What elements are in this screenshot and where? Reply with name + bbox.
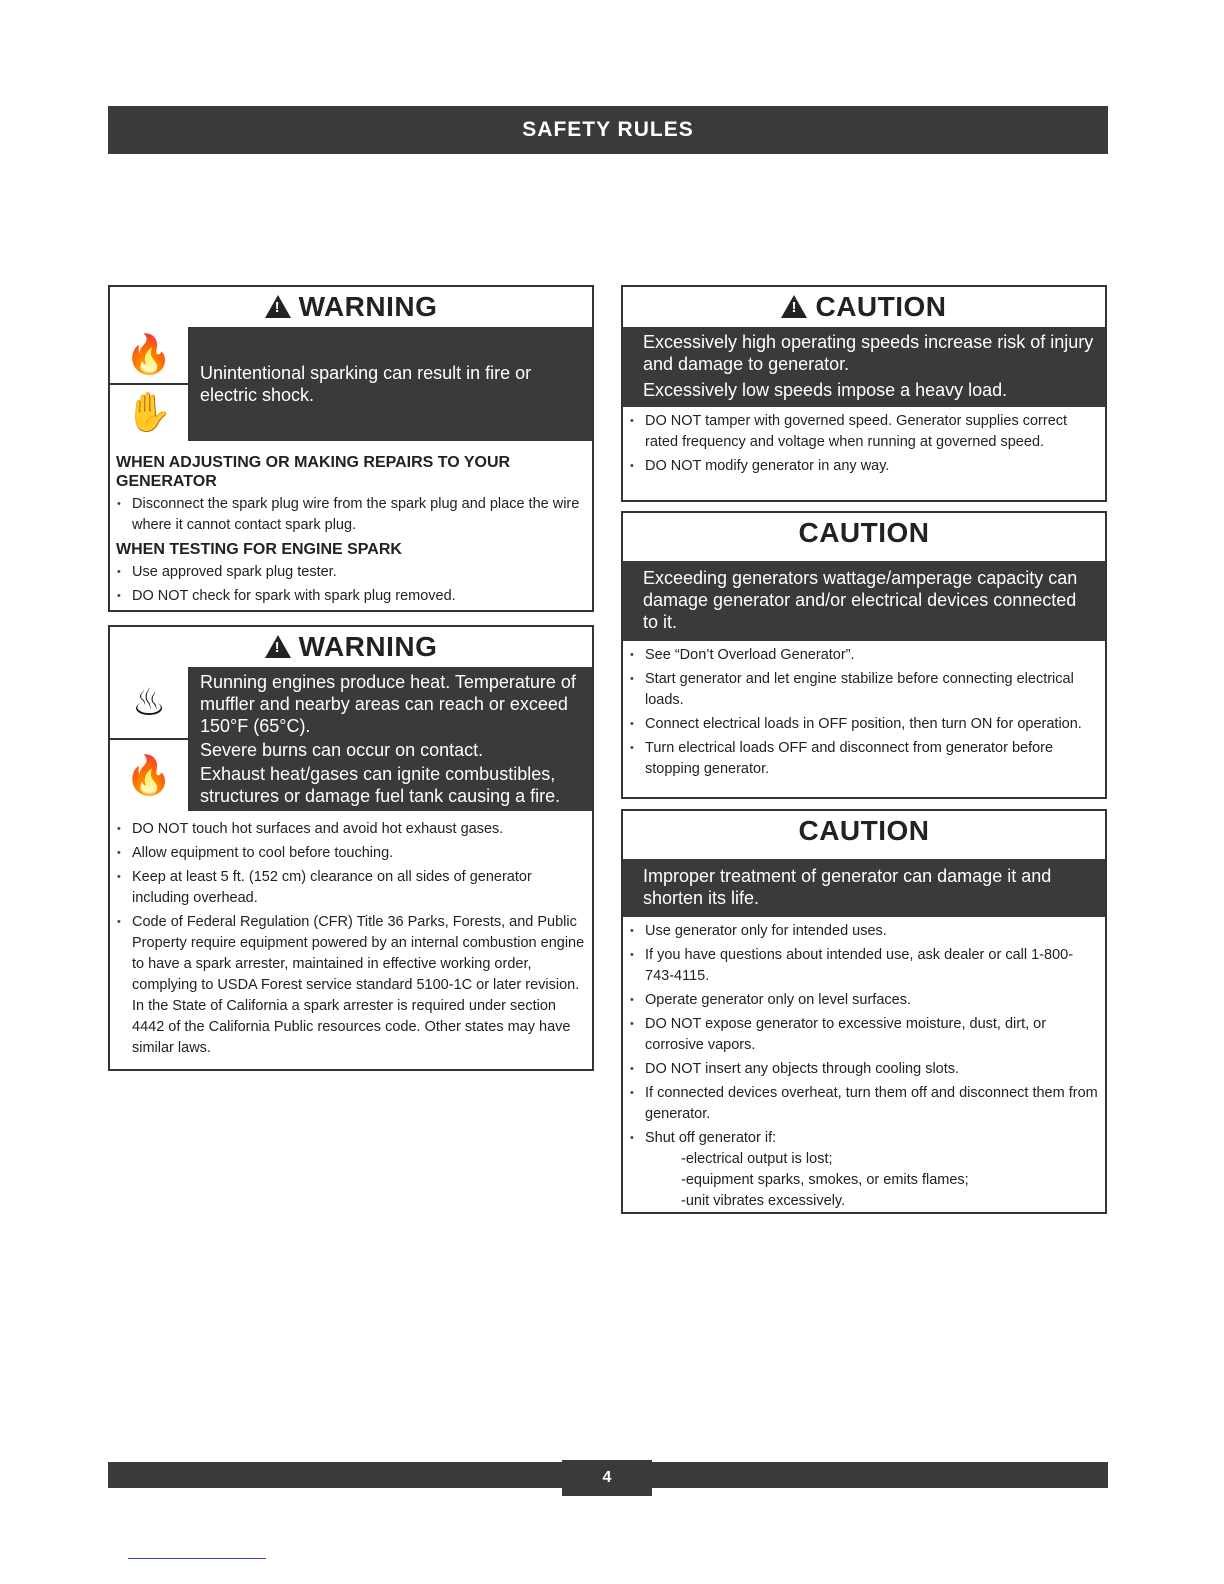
list-item: • Start generator and let engine stabilize before connecting electrical loads.	[645, 669, 1099, 711]
list-item: • DO NOT modify generator in any way.	[645, 456, 1099, 477]
sub-item: -electrical output is lost;	[681, 1151, 833, 1167]
hazard-text: Severe burns can occur on contact.	[200, 740, 484, 760]
caution-title: CAUTION	[798, 815, 930, 846]
list-item: • DO NOT tamper with governed speed. Generator supplies correct rated frequency and voltage when running at governed speed.	[645, 411, 1099, 453]
hazard-panel	[110, 327, 592, 441]
warning-title: !WARNING	[110, 627, 592, 667]
list-repairs	[110, 494, 592, 536]
warning-title: !WARNING	[110, 287, 592, 327]
list-item: • Use generator only for intended uses.	[645, 921, 1099, 942]
hazard-panel	[623, 561, 1105, 641]
list-heat	[110, 819, 592, 1059]
list-speed	[623, 411, 1105, 477]
fire-icon: 🔥	[110, 327, 190, 385]
divider	[128, 1558, 266, 1559]
list-item: • Operate generator only on level surfaces.	[645, 990, 1099, 1011]
section-banner	[108, 106, 1108, 154]
list-item: • DO NOT touch hot surfaces and avoid hot exhaust gases.	[132, 819, 586, 840]
hazard-icons	[110, 327, 190, 441]
sub-item: -unit vibrates excessively.	[681, 1193, 846, 1209]
section-heading-spark-test: WHEN TESTING FOR ENGINE SPARK	[116, 541, 402, 558]
list-treatment	[623, 921, 1105, 1212]
list-item: • Shut off generator if: -electrical output is lost; -equipment sparks, smokes, or emits flames; -unit vibrates excessively.	[645, 1128, 1099, 1212]
list-item: • DO NOT insert any objects through cooling slots.	[645, 1059, 1099, 1080]
hazard-text: Excessively low speeds impose a heavy load.	[643, 380, 1008, 400]
caution-title: !CAUTION	[623, 287, 1105, 327]
list-item: • DO NOT check for spark with spark plug removed.	[132, 586, 586, 607]
sub-item: -equipment sparks, smokes, or emits flames;	[681, 1172, 969, 1188]
list-item: • Connect electrical loads in OFF position, then turn ON for operation.	[645, 714, 1099, 735]
fire-icon: 🔥	[110, 740, 190, 811]
warning-triangle-icon	[265, 635, 291, 658]
page-number: 4	[562, 1460, 652, 1496]
hot-surface-icon: ♨	[110, 667, 190, 740]
list-item: • If connected devices overheat, turn them off and disconnect them from generator.	[645, 1083, 1099, 1125]
list-item: • See “Don’t Overload Generator”.	[645, 645, 1099, 666]
list-item: • Use approved spark plug tester.	[132, 562, 586, 583]
hazard-panel	[623, 859, 1105, 917]
caution-box-overload	[621, 511, 1107, 799]
list-item: • Keep at least 5 ft. (152 cm) clearance on all sides of generator including overhead.	[132, 867, 586, 909]
hazard-text: Improper treatment of generator can damage it and shorten its life.	[643, 866, 1052, 908]
banner-title: SAFETY RULES	[522, 118, 694, 141]
list-spark-test	[110, 562, 592, 607]
electric-shock-icon: ✋	[110, 385, 190, 441]
list-item: • Turn electrical loads OFF and disconnect from generator before stopping generator.	[645, 738, 1099, 780]
list-item: • Allow equipment to cool before touching.	[132, 843, 586, 864]
warning-box-sparking	[108, 285, 594, 612]
hazard-text: Exceeding generators wattage/amperage capacity can damage generator and/or electrical devices connected to it.	[643, 568, 1078, 632]
caution-title: CAUTION	[798, 517, 930, 548]
list-item: • DO NOT expose generator to excessive moisture, dust, dirt, or corrosive vapors.	[645, 1014, 1099, 1056]
hazard-text: Unintentional sparking can result in fire or electric shock.	[200, 363, 532, 405]
caution-box-treatment	[621, 809, 1107, 1214]
warning-triangle-icon	[265, 295, 291, 318]
warning-triangle-icon	[781, 295, 807, 318]
list-item: • If you have questions about intended use, ask dealer or call 1-800-743-4115.	[645, 945, 1099, 987]
list-overload	[623, 645, 1105, 780]
hazard-panel	[110, 667, 592, 811]
hazard-text: Exhaust heat/gases can ignite combustibles, structures or damage fuel tank causing a fire.	[200, 764, 561, 806]
hazard-icons	[110, 667, 190, 811]
warning-box-heat	[108, 625, 594, 1071]
hazard-text: Excessively high operating speeds increase risk of injury and damage to generator.	[643, 332, 1094, 374]
section-heading-repairs: WHEN ADJUSTING OR MAKING REPAIRS TO YOUR GENERATOR	[116, 454, 511, 490]
caution-box-speed	[621, 285, 1107, 502]
hazard-panel	[623, 327, 1105, 407]
hazard-text: Running engines produce heat. Temperature of muffler and nearby areas can reach or exceed 150°F (65°C).	[200, 672, 576, 736]
list-item: • Disconnect the spark plug wire from the spark plug and place the wire where it cannot contact spark plug.	[132, 494, 586, 536]
list-item: • Code of Federal Regulation (CFR) Title 36 Parks, Forests, and Public Property require equipment powered by an internal combustion engine to have a spark arrester, maintained in effective working order, complying to USDA Forest service standard 5100-1C or later revision. In the State of California a spark arrester is required under section 4442 of the California Public resources code. Other states may have similar laws.	[132, 912, 586, 1059]
